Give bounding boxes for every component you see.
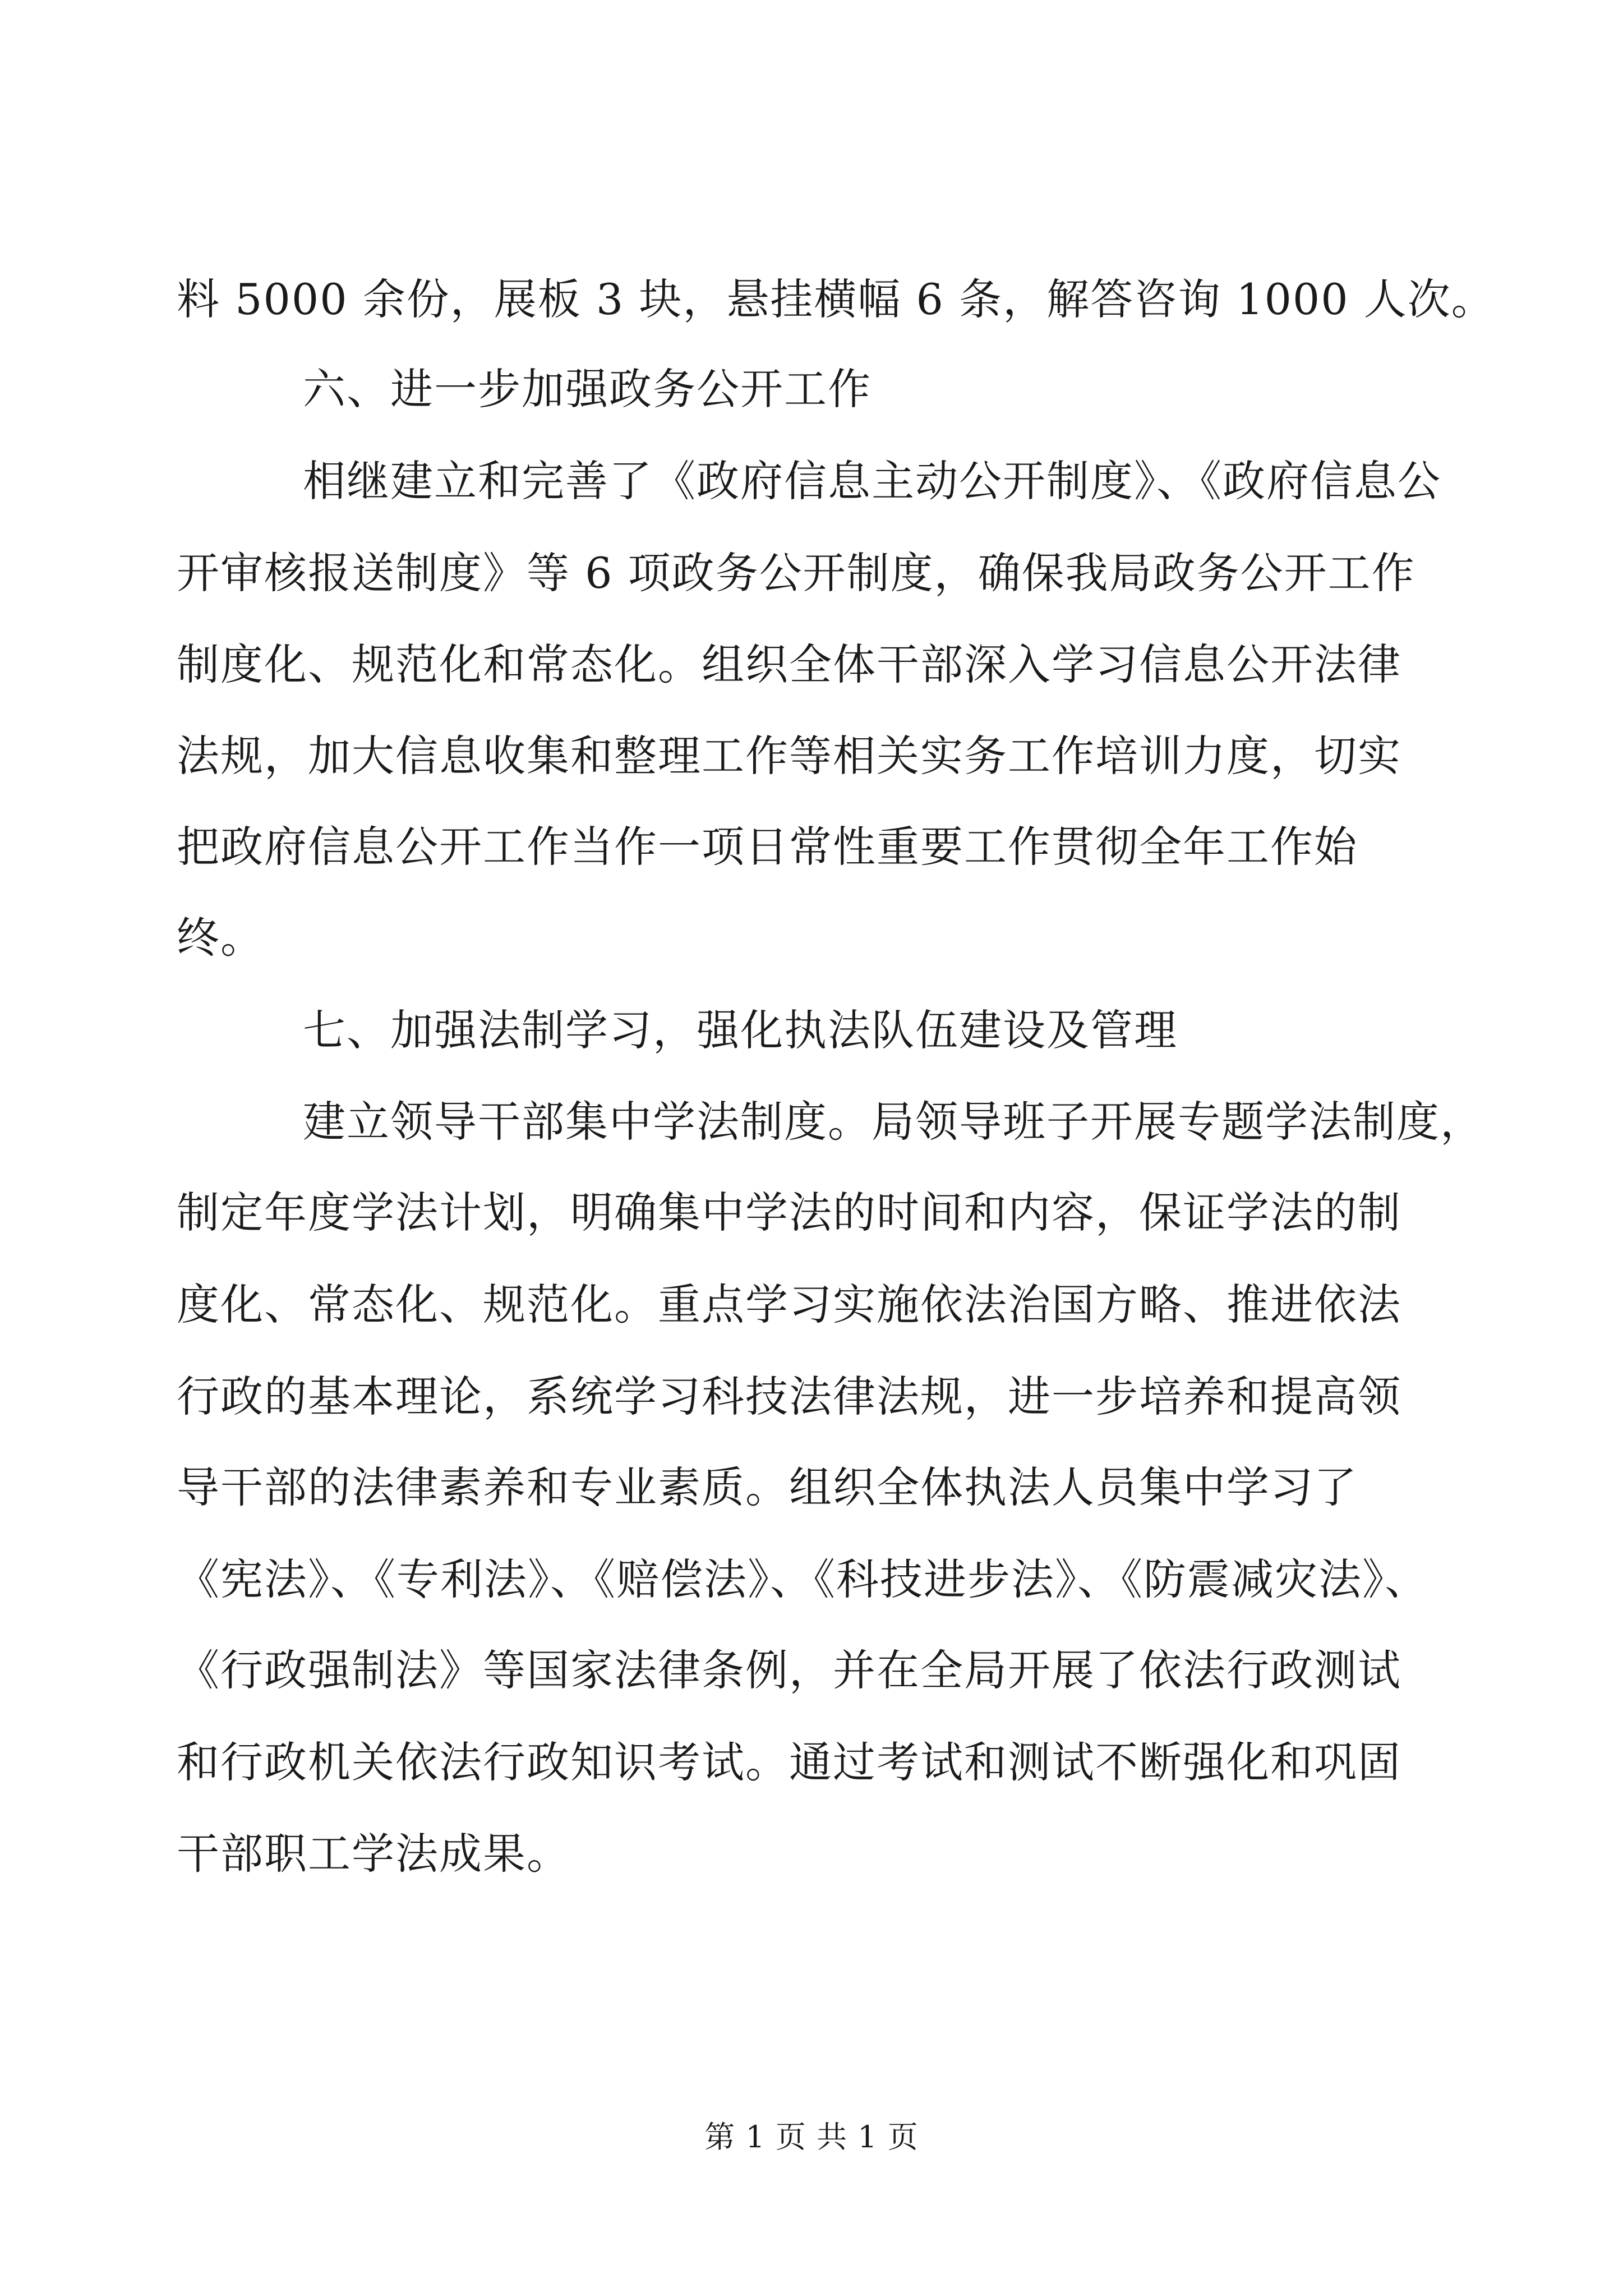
paragraph-line-11: 制定年度学法计划，明确集中学法的时间和内容，保证学法的制 <box>177 1188 1401 1237</box>
paragraph-line-17: 和行政机关依法行政知识考试。通过考试和测试不断强化和巩固 <box>177 1737 1401 1787</box>
paragraph-line-1: 料 5000 余份，展板 3 块，悬挂横幅 6 条，解答咨询 1000 人次。 <box>177 274 1495 324</box>
paragraph-line-3: 相继建立和完善了《政府信息主动公开制度》、《政府信息公 <box>303 456 1441 506</box>
paragraph-line-18: 干部职工学法成果。 <box>177 1829 570 1879</box>
paragraph-line-10: 建立领导干部集中学法制度。局领导班子开展专题学法制度， <box>303 1097 1484 1147</box>
paragraph-line-4: 开审核报送制度》等 6 项政务公开制度，确保我局政务公开工作 <box>177 548 1415 598</box>
section-heading-7: 七、加强法制学习，强化执法队伍建设及管理 <box>303 1005 1178 1055</box>
paragraph-line-7: 把政府信息公开工作当作一项日常性重要工作贯彻全年工作始 <box>177 822 1358 872</box>
paragraph-line-16: 《行政强制法》等国家法律条例，并在全局开展了依法行政测试 <box>177 1645 1401 1695</box>
paragraph-line-5: 制度化、规范化和常态化。组织全体干部深入学习信息公开法律 <box>177 639 1401 689</box>
paragraph-line-12: 度化、常态化、规范化。重点学习实施依法治国方略、推进依法 <box>177 1280 1401 1329</box>
paragraph-line-8: 终。 <box>177 913 264 963</box>
paragraph-line-15: 《宪法》、《专利法》、《赔偿法》、《科技进步法》、《防震减灾法》、 <box>177 1554 1428 1604</box>
page-number-footer: 第 1 页 共 1 页 <box>704 2119 919 2155</box>
paragraph-line-14: 导干部的法律素养和专业素质。组织全体执法人员集中学习了 <box>177 1462 1358 1512</box>
paragraph-line-13: 行政的基本理论，系统学习科技法律法规，进一步培养和提高领 <box>177 1372 1401 1421</box>
paragraph-line-6: 法规，加大信息收集和整理工作等相关实务工作培训力度，切实 <box>177 731 1401 781</box>
section-heading-6: 六、进一步加强政务公开工作 <box>303 364 872 414</box>
